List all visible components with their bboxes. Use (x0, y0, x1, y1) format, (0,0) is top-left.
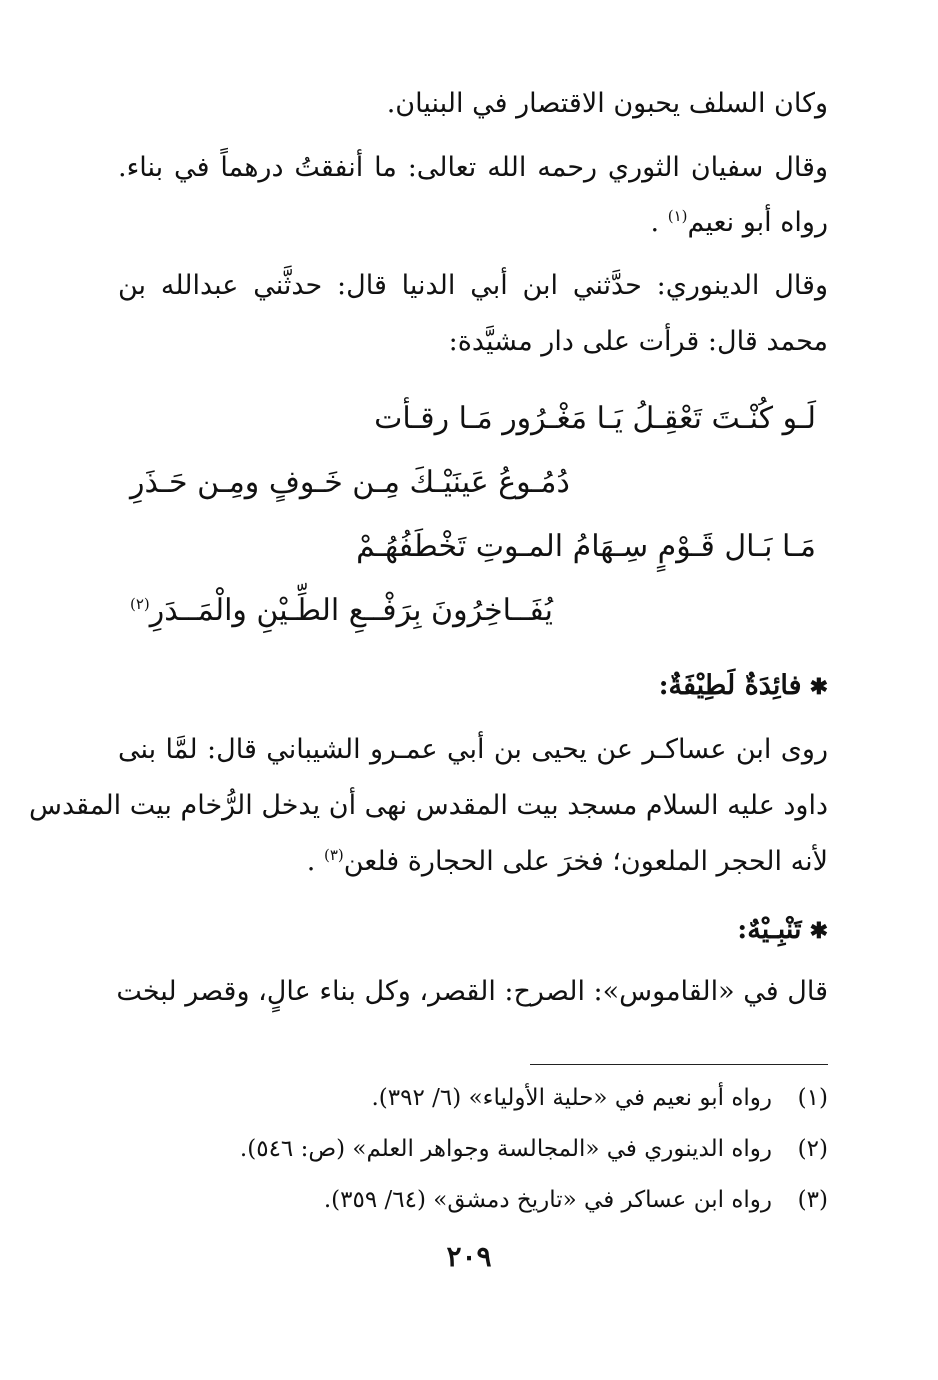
section-heading-1-text: فائِدَةٌ لَطِيْفَةٌ: (658, 670, 802, 701)
footnote-ref-2[interactable]: (٢) (130, 595, 150, 613)
poem-verse-3: مَـا بَـال قَـوْمٍ سِـهَامُ المـوتِ تَخْطَفُهُـمْ (356, 529, 816, 564)
body-line-3 (118, 203, 828, 243)
poem-verse-2: دُمُـوعُ عَينَيْـكَ مِـن خَـوفٍ ومِـن حَـذَرِ (130, 465, 570, 500)
footnote-1-text: رواه أبو نعيم في «حلية الأولياء» (٦/ ٣٩٢). (371, 1085, 772, 1111)
section-heading-2-text: تَنْبِـيْهٌ: (737, 914, 802, 945)
section2-line-1: قال في «القاموس»: الصرح: القصر، وكل بناء عالٍ، وقصر لبخت (116, 976, 828, 1007)
footnote-2 (118, 1132, 828, 1166)
footnote-3 (118, 1183, 828, 1217)
asterisk-bullet-icon: ✱ (809, 674, 828, 700)
footnote-2-text: رواه الدينوري في «المجالسة وجواهر العلم» (ص: ٥٤٦). (239, 1136, 772, 1162)
section1-line-2: داود عليه السلام مسجد بيت المقدس نهى أن يدخل الرُّخام بيت المقدس (29, 790, 828, 821)
section1-line-3-tail: . (306, 846, 316, 877)
footnote-2-number: (٢) (797, 1136, 828, 1162)
footnote-separator (530, 1064, 828, 1065)
footnote-3-number: (٣) (797, 1187, 828, 1213)
section1-line-1: روى ابن عساكـر عن يحيى بن أبي عمـرو الشيباني قال: لمَّا بنى (118, 734, 828, 765)
poem-verse-1: لَـو كُنْـتَ تَعْقِـلُ يَـا مَغْـرُور مَـا رقـأت (374, 401, 816, 436)
page-number: ٢٠٩ (446, 1240, 492, 1273)
body-line-2: وقال سفيان الثوري رحمه الله تعالى: ما أنفقتُ درهماً في بناء. (118, 152, 828, 183)
body-line-1: وكان السلف يحبون الاقتصار في البنيان. (386, 88, 828, 119)
section1-line-3-text: لأنه الحجر الملعون؛ فخرَ على الحجارة فلعن (343, 846, 828, 877)
body-line-3-text: رواه أبو نعيم (687, 207, 828, 238)
body-line-5: محمد قال: قرأت على دار مشيَّدة: (448, 326, 828, 357)
body-line-3-tail: . (650, 207, 660, 238)
body-line-4: وقال الدينوري: حدَّثني ابن أبي الدنيا قال: حدثَّني عبدالله بن (118, 270, 828, 301)
footnote-ref-3[interactable]: (٣) (323, 846, 344, 864)
section1-line-3 (118, 842, 828, 882)
poem-verse-4-text: يُفَــاخِرُونَ بِرَفْــعِ الطِّـيْنِ والْمَــدَرِ (149, 593, 553, 628)
footnote-1-number: (١) (797, 1085, 828, 1111)
section-heading-2 (118, 910, 828, 951)
poem-verse-4 (130, 589, 553, 633)
footnote-1 (118, 1081, 828, 1115)
section-heading-1 (118, 666, 828, 707)
footnote-ref-1[interactable]: (١) (667, 207, 688, 225)
footnote-3-text: رواه ابن عساكر في «تاريخ دمشق» (٦٤/ ٣٥٩). (323, 1187, 772, 1213)
asterisk-bullet-icon: ✱ (809, 918, 828, 944)
